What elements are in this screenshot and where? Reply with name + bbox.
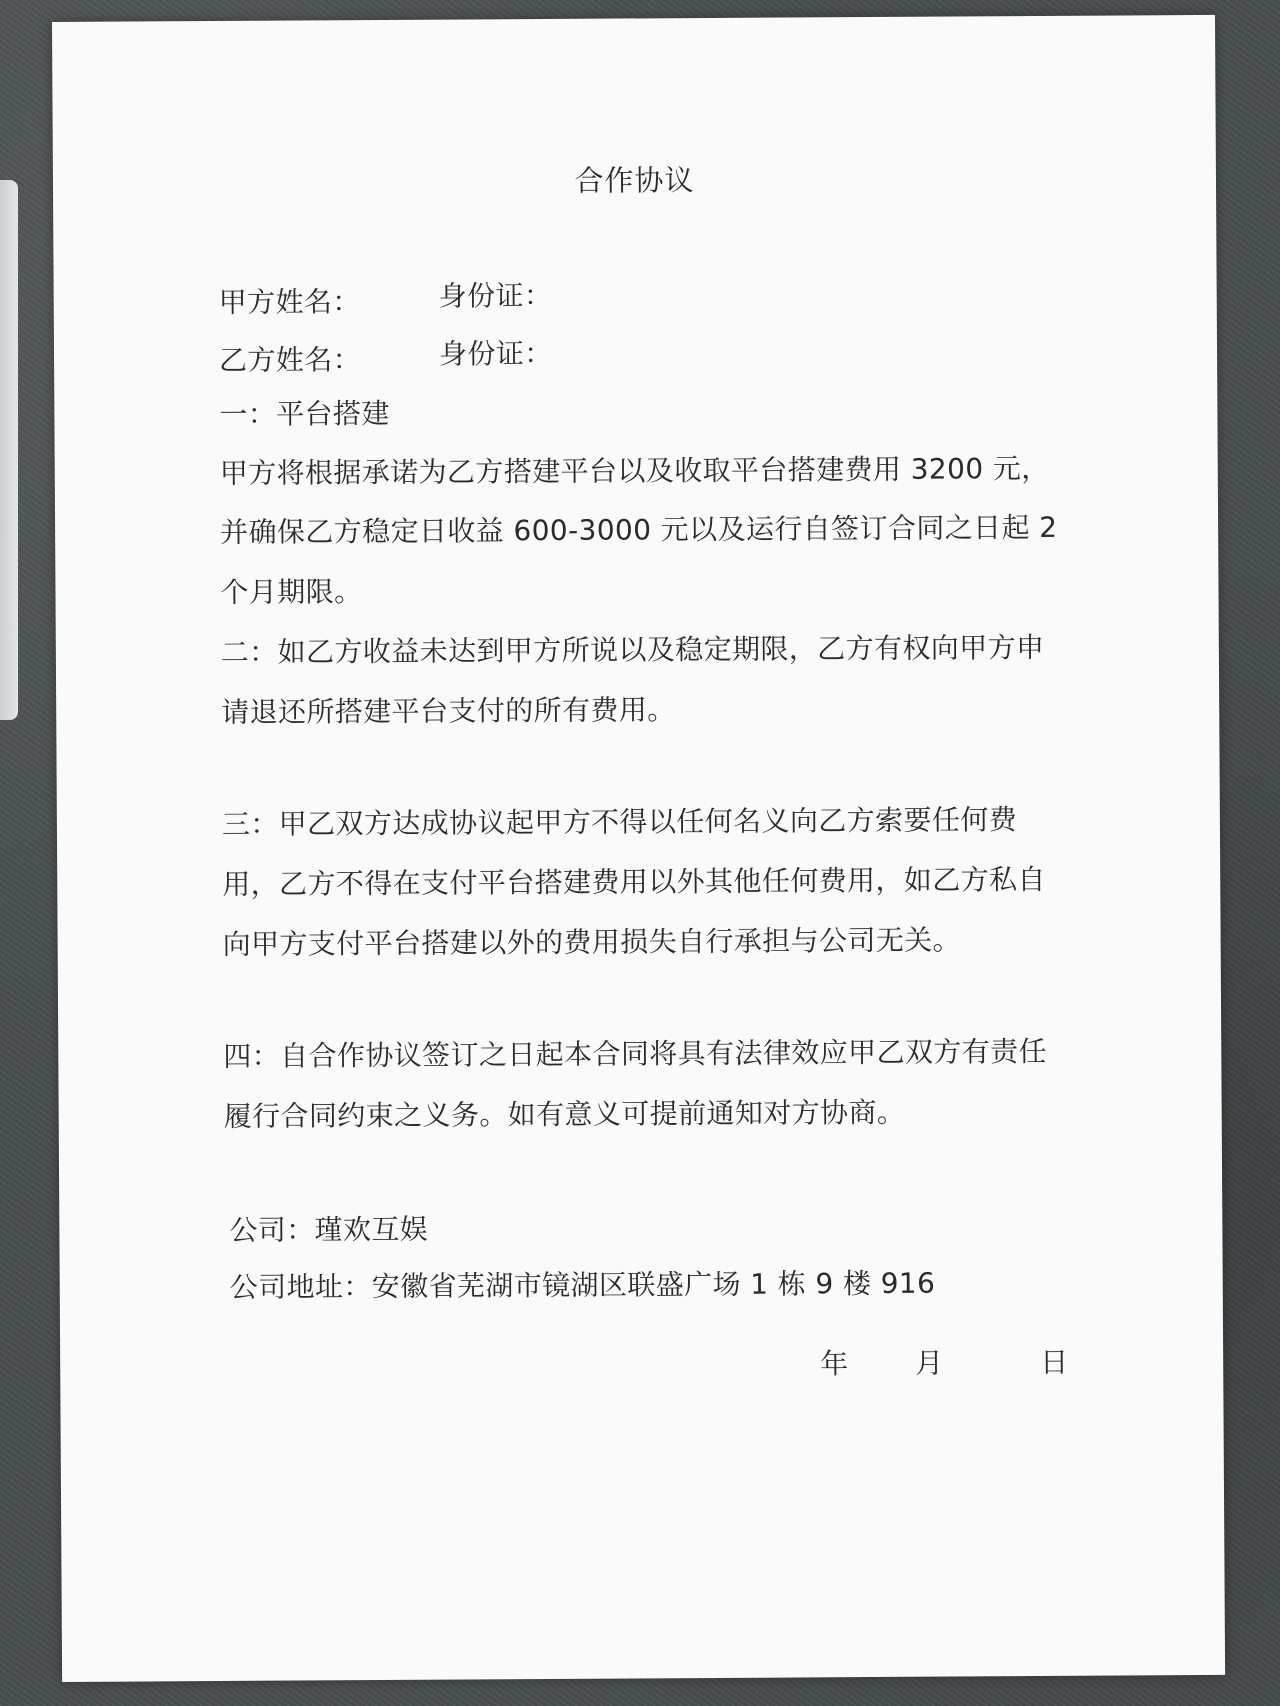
background-object-strip — [0, 180, 18, 720]
section-2-line: 请退还所搭建平台支付的所有费用。 — [221, 693, 676, 729]
section-3-line: 向甲方支付平台搭建以外的费用损失自行承担与公司无关。 — [222, 923, 962, 961]
section-1-line: 并确保乙方稳定日收益 600-3000 元以及运行自签订合同之日起 2 — [220, 510, 1058, 549]
date-day-label: 日 — [1040, 1345, 1069, 1379]
party-a-id-label: 身份证： — [438, 278, 553, 313]
contract-paper — [52, 15, 1225, 1682]
section-4-line: 履行合同约束之义务。如有意义可提前通知对方协商。 — [223, 1095, 906, 1133]
section-4-line: 四：自合作协议签订之日起本合同将具有法律效应甲乙双方有责任 — [223, 1034, 1048, 1073]
section-1-line: 甲方将根据承诺为乙方搭建平台以及收取平台搭建费用 3200 元， — [219, 451, 1050, 490]
company-name: 公司：瑾欢互娱 — [229, 1212, 429, 1247]
section-1-line: 个月期限。 — [220, 575, 363, 609]
party-a-name-label: 甲方姓名： — [218, 285, 361, 319]
company-address: 公司地址：安徽省芜湖市镜湖区联盛广场 1 栋 9 楼 916 — [229, 1266, 936, 1304]
date-year-label: 年 — [820, 1347, 849, 1381]
party-b-id-label: 身份证： — [438, 336, 553, 371]
section-3-line: 三：甲乙双方达成协议起甲方不得以任何名义向乙方索要任何费 — [221, 803, 1018, 841]
date-month-label: 月 — [915, 1346, 944, 1380]
section-3-line: 用，乙方不得在支付平台搭建费用以外其他任何费用，如乙方私自 — [222, 862, 1046, 901]
section-1-heading: 一：平台搭建 — [219, 396, 390, 431]
document-title: 合作协议 — [574, 163, 695, 198]
party-b-name-label: 乙方姓名： — [218, 343, 362, 377]
section-2-line: 二：如乙方收益未达到甲方所说以及稳定期限，乙方有权向甲方申 — [220, 630, 1045, 669]
